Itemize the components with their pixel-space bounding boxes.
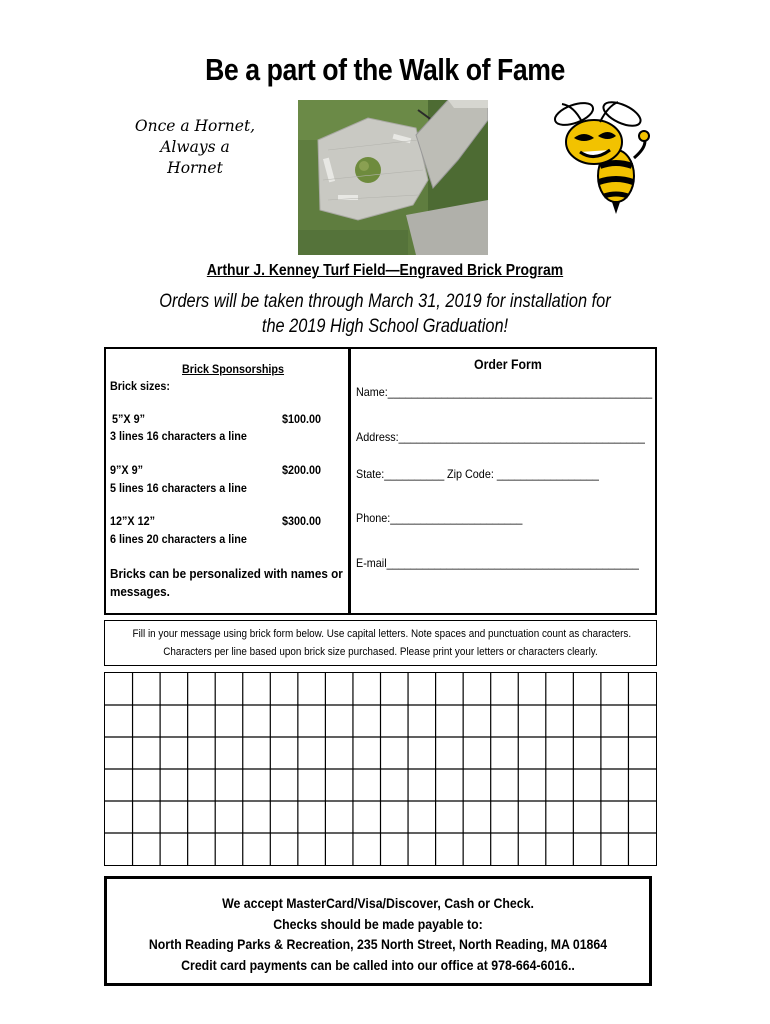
- phone-field[interactable]: Phone:______________________: [356, 511, 523, 525]
- program-title: Arthur J. Kenney Turf Field—Engraved Brick Program: [206, 262, 564, 279]
- state-field[interactable]: State:__________: [356, 467, 445, 481]
- instructions-box: [104, 620, 657, 666]
- size-12x12: 12”X 12”: [110, 514, 156, 528]
- lines-5x9: 3 lines 16 characters a line: [110, 429, 247, 443]
- payment-line: Checks should be made payable to:: [273, 916, 483, 932]
- address-field[interactable]: Address:_________________________________________: [356, 430, 645, 444]
- payment-line: Credit card payments can be called into our office at 978-664-6016..: [181, 957, 575, 973]
- brick-sponsorships-panel: [104, 347, 350, 615]
- walkway-aerial-photo: [298, 100, 488, 255]
- motto-line: Once a Hornet,: [134, 117, 256, 135]
- brick-sizes-label: Brick sizes:: [110, 379, 171, 393]
- email-field[interactable]: E-mail__________________________________________: [356, 556, 639, 570]
- lines-12x12: 6 lines 20 characters a line: [110, 532, 247, 546]
- payment-info-box: [104, 876, 652, 986]
- orders-deadline: [106, 289, 665, 339]
- instructions-line: Characters per line based upon brick size purchased. Please print your letters or characters clearly.: [163, 646, 598, 658]
- price-100: $100.00: [282, 412, 322, 426]
- orders-line: the 2019 High School Graduation!: [261, 316, 509, 337]
- sponsorships-heading: Brick Sponsorships: [182, 362, 285, 376]
- lines-9x9: 5 lines 16 characters a line: [110, 481, 247, 495]
- orders-line: Orders will be taken through March 31, 2019 for installation for: [159, 291, 611, 312]
- personalize-note: [110, 565, 343, 601]
- size-5x9: 5”X 9”: [112, 412, 146, 426]
- brick-message-grid[interactable]: [104, 672, 657, 866]
- instructions-line: Fill in your message using brick form below. Use capital letters. Note spaces and punctuation count as characters.: [132, 628, 632, 640]
- motto: [120, 116, 270, 179]
- price-300: $300.00: [282, 514, 322, 528]
- personalize-note-line: Bricks can be personalized with names or: [110, 566, 343, 581]
- motto-line: Hornet: [167, 159, 223, 177]
- name-field[interactable]: Name:____________________________________________: [356, 385, 653, 399]
- page-title: Be a part of the Walk of Fame: [205, 52, 565, 87]
- size-9x9: 9”X 9”: [110, 463, 144, 477]
- hornet-mascot-image: [552, 98, 652, 216]
- order-form-heading: Order Form: [474, 356, 542, 372]
- payment-line: We accept MasterCard/Visa/Discover, Cash or Check.: [222, 895, 534, 911]
- order-form-panel: [349, 347, 657, 615]
- payment-line: North Reading Parks & Recreation, 235 North Street, North Reading, MA 01864: [148, 936, 608, 952]
- personalize-note-line: messages.: [110, 584, 170, 599]
- motto-line: Always a: [160, 138, 230, 156]
- price-200: $200.00: [282, 463, 322, 477]
- zip-code-field[interactable]: Zip Code: _________________: [447, 467, 599, 481]
